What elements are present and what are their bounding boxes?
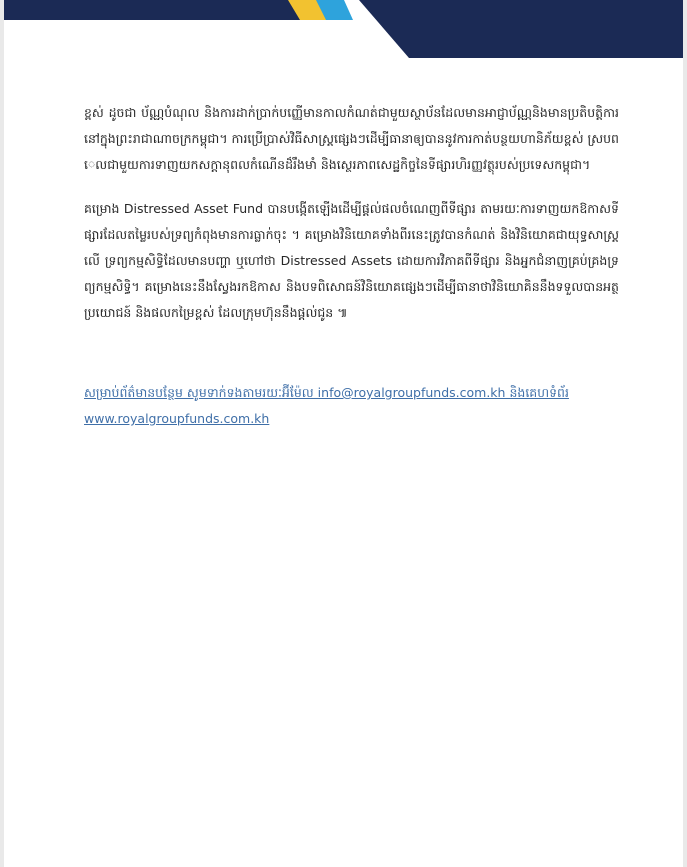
paragraph-distressed-asset-fund: គម្រោង Distressed Asset Fund បានបង្កើតឡើងដើម្បីផ្តល់ផលចំណេញពីទីផ្សារ តាមរយៈការទាញយកឱកាសទីផ្សារដែលតម្លៃរបស់ទ្រព្យកំពុងមានការធ្លាក់ចុះ ។ គម្រោងវិនិយោគទាំងពីរនេះត្រូវបានកំណត់ និងវិនិយោគជាយុទ្ធសាស្ត្រលើ ទ្រព្យកម្មសិទ្ធិដែលមានបញ្ហា ឬហៅថា Distressed Assets ដោយការវិភាគពីទីផ្សារ និងអ្នកជំនាញគ្រប់គ្រងទ្រព្យកម្មសិទ្ធិ។ គម្រោងនេះនឹងស្វែងរកឱកាស និងបទពិសោធន៍វិនិយោគផ្សេងៗដើម្បីធានាថាវិនិយោគិននឹងទទួលបានអត្ថប្រយោជន៍ និងផលកម្រៃខ្ពស់ ដែលក្រុមហ៊ុននឹងផ្តល់ជូន ៕ [84, 201, 619, 320]
document-page [4, 0, 683, 867]
header-banner [4, 0, 683, 60]
header-navy-stripe-left [4, 0, 303, 20]
paragraph-investment-overview: ខ្ពស់ ដូចជា ប័ណ្ណបំណុល និងការដាក់ប្រាក់បញ្ញើមានកាលកំណត់ជាមួយស្ថាប័នដែលមានអាជ្ញាប័ណ្ណនិងមានប្រតិបត្តិការនៅក្នុងព្រះរាជាណាចក្រកម្ពុជា។ ការប្រើប្រាស់វិធីសាស្ត្រផ្សេងៗដើម្បីធានាឲ្យបាននូវការកាត់បន្ថយហានិភ័យខ្ពស់ ស្របពេលជាមួយការទាញយកសក្តានុពលកំណើនដ៏រឹងមាំ និងស្ថេរភាពសេដ្ឋកិច្ចនៃទីផ្សារហិរញ្ញវត្ថុរបស់ប្រទេសកម្ពុជា។ [84, 105, 619, 172]
contact-info [84, 380, 619, 432]
website-link[interactable]: www.royalgroupfunds.com.kh [84, 411, 270, 426]
header-navy-block-right [359, 0, 683, 58]
contact-email-text[interactable]: សម្រាប់ព័ត៌មានបន្ថែម សូមទាក់ទងតាមរយៈអ៊ីម៉ែល info@royalgroupfunds.com.kh និងគេហទំព័រ [84, 385, 569, 400]
document-body [84, 100, 619, 432]
